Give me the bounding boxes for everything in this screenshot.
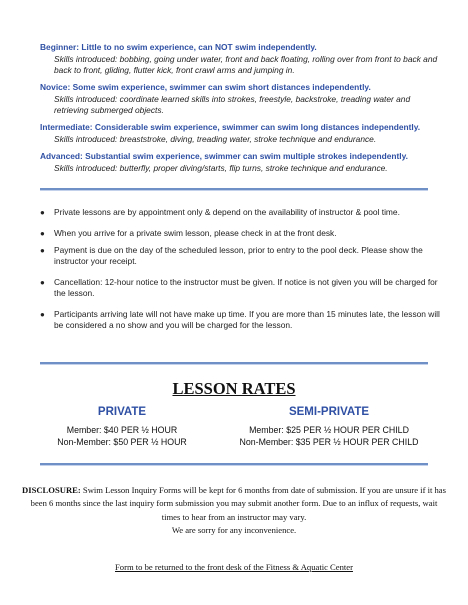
bullet-icon: ●: [40, 229, 45, 238]
level-skills: Skills introduced: bobbing, going under water, front and back floating, rolling over from front to back and back to front, gliding, flutter kick, front crawl arms and jumping in.: [54, 54, 438, 75]
semi-private-heading: SEMI-PRIVATE: [288, 406, 370, 418]
policy-item: [40, 245, 445, 267]
policy-item: [40, 277, 445, 299]
policy-text: Private lessons are by appointment only & depend on the availability of instructor & pool time.: [54, 207, 400, 217]
level-advanced: [40, 150, 440, 174]
divider-line: [40, 188, 428, 191]
private-rates: [34, 405, 210, 448]
bullet-icon: ●: [40, 208, 45, 217]
return-instructions: Form to be returned to the front desk of the Fitness & Aquatic Center: [115, 562, 353, 572]
policy-item: [40, 207, 445, 218]
private-member-rate: Member: $40 PER ½ HOUR: [66, 425, 178, 435]
disclosure-label: DISCLOSURE:: [22, 485, 81, 495]
level-skills: Skills introduced: butterfly, proper diving/starts, flip turns, stroke technique and endurance.: [54, 163, 388, 173]
level-heading: Beginner: Little to no swim experience, can NOT swim independently.: [40, 42, 317, 52]
bullet-icon: ●: [40, 310, 45, 319]
level-heading: Advanced: Substantial swim experience, swimmer can swim multiple strokes independently.: [40, 151, 408, 161]
disclosure-note: [22, 484, 446, 538]
policy-text: When you arrive for a private swim lesson, please check in at the front desk.: [54, 228, 337, 238]
disclosure-text: Swim Lesson Inquiry Forms will be kept for 6 months from date of submission. If you are unsure if it has been 6 months since the last inquiry form submission you may submit another form. Due to an influx of requests, wait times to hear from an instructor may vary.: [30, 485, 446, 522]
lesson-rates-title: LESSON RATES: [172, 379, 296, 398]
semi-private-member-rate: Member: $25 PER ½ HOUR PER CHILD: [249, 425, 409, 435]
policy-text: Participants arriving late will not have make up time. If you are more than 15 minutes late, the lesson will be considered a no show and you will be charged for the lesson.: [54, 309, 440, 330]
level-beginner: [40, 41, 440, 76]
level-heading: Intermediate: Considerable swim experience, swimmer can swim long distances independently.: [40, 122, 421, 132]
level-novice: [40, 81, 440, 116]
policy-item: [40, 228, 445, 239]
level-skills: Skills introduced: breaststroke, diving, treading water, stroke technique and endurance.: [54, 134, 377, 144]
level-intermediate: [40, 121, 440, 145]
divider-line: [40, 463, 428, 466]
bullet-icon: ●: [40, 278, 45, 287]
private-heading: PRIVATE: [97, 406, 147, 418]
semi-private-non-member-rate: Non-Member: $35 PER ½ HOUR PER CHILD: [239, 437, 419, 447]
level-skills: Skills introduced: coordinate learned skills into strokes, freestyle, backstroke, treading water and retrieving submerged objects.: [54, 94, 411, 115]
swim-levels: [40, 41, 440, 179]
bullet-icon: ●: [40, 246, 45, 255]
policy-item: [40, 309, 445, 331]
private-non-member-rate: Non-Member: $50 PER ½ HOUR: [57, 437, 187, 447]
divider-line: [40, 362, 428, 365]
policy-text: Payment is due on the day of the scheduled lesson, prior to entry to the pool deck. Please show the instructor your receipt.: [54, 245, 423, 266]
disclosure-apology: We are sorry for any inconvenience.: [171, 525, 297, 536]
semi-private-rates: [232, 405, 426, 448]
level-heading: Novice: Some swim experience, swimmer can swim short distances independently.: [40, 82, 371, 92]
policy-text: Cancellation: 12-hour notice to the instructor must be given. If notice is not given you will be charged for the lesson.: [54, 277, 438, 298]
policy-list: [40, 207, 445, 331]
